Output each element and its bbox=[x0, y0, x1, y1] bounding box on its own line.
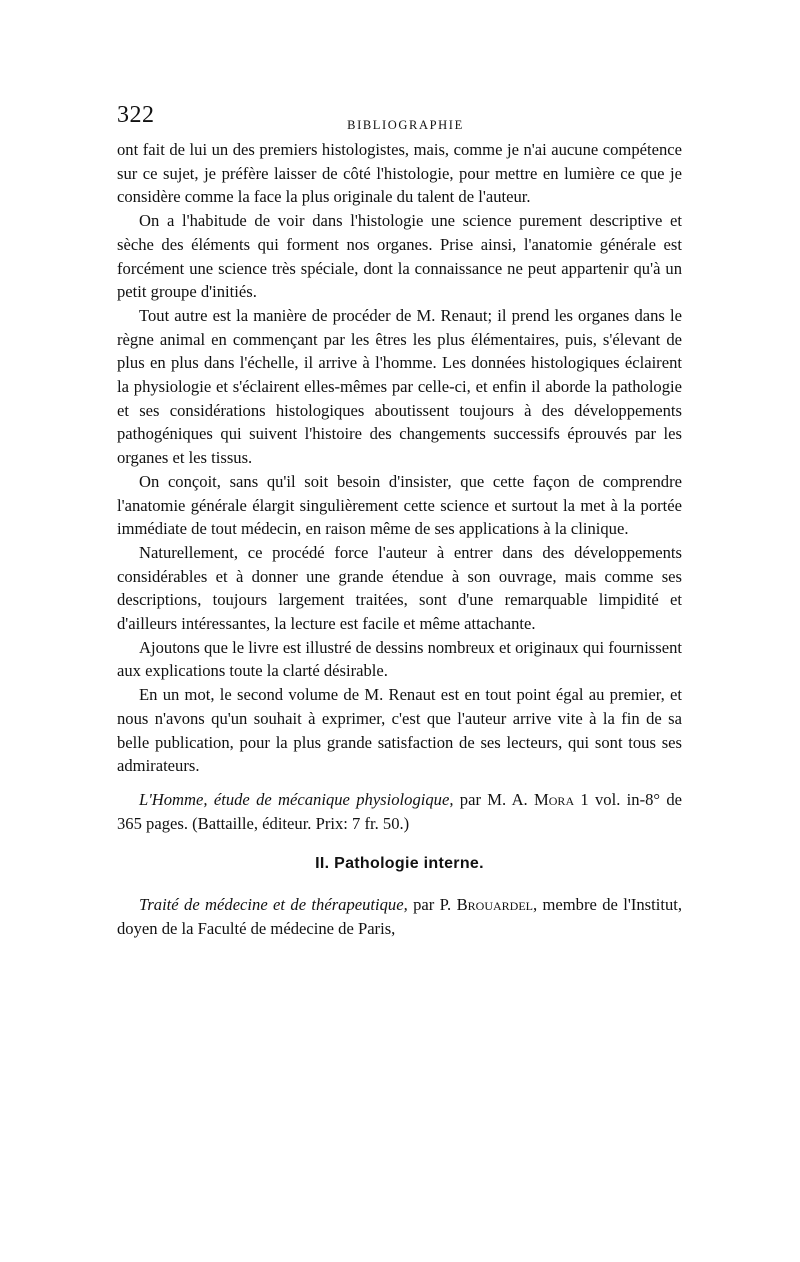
paragraph-2: On a l'habitude de voir dans l'histologie une science purement descriptive et sèche des éléments qui forment nos organes. Prise ainsi, l'anatomie générale est forcément une science très spéciale, dont la connaissance ne peut appartenir qu'à un petit groupe d'initiés. bbox=[117, 211, 682, 302]
paragraph-6: Ajoutons que le livre est illustré de dessins nombreux et originaux qui fournissent aux explications toute la clarté désirable. bbox=[117, 637, 682, 681]
reference-by: par M. A. bbox=[453, 789, 535, 809]
book-page bbox=[117, 102, 682, 941]
paragraph-7: En un mot, le second volume de M. Renaut est en tout point égal au premier, et nous n'avons qu'un souhait à exprimer, c'est que l'auteur arrive vite à la fin de sa belle publication, pour la plus grande satisfaction de ses lecteurs, qui sont tous ses admirateurs. bbox=[117, 685, 682, 776]
paragraph-5: Naturellement, ce procédé force l'auteur à entrer dans des développements considérables et à donner une grande étendue à son ouvrage, mais comme ses descriptions, toujours largement traitées, sont d'une remarquable limpidité et d'ailleurs intéressantes, la lecture est facile et même attachante. bbox=[117, 542, 682, 634]
section-heading: II. Pathologie interne. bbox=[315, 855, 484, 873]
reference-author: Mora bbox=[534, 789, 575, 809]
running-title: BIBLIOGRAPHIE bbox=[347, 118, 464, 132]
paragraph-3: Tout autre est la manière de procéder de M. Renaut; il prend les organes dans le règne animal en commençant par les êtres les plus élémentaires, puis, s'élevant de plus en plus dans l'échelle, il arrive à l'homme. Les données histologiques éclairent la physiologie et s'éclairent elles-mêmes par celle-ci, et enfin il aborde la pathologie et ses considérations histologiques aboutissent toujours à des développements pathogéniques qui suivent l'histoire des changements successifs éprouvés par les organes et les tissus. bbox=[117, 305, 682, 468]
book-reference-traite bbox=[117, 893, 682, 940]
reference-author: Brouardel bbox=[456, 895, 533, 915]
paragraph-1: ont fait de lui un des premiers histologistes, mais, comme je n'ai aucune compétence sur ce sujet, je préfère laisser de côté l'histologie, pour mettre en lumière ce que je considère comme la face la plus originale du talent de l'auteur. bbox=[117, 140, 682, 207]
reference-details: , membre de l'Institut, doyen de la Faculté de médecine de Paris, bbox=[117, 895, 683, 939]
reference-title: Traité de médecine et de thérapeutique, bbox=[139, 895, 408, 915]
page-number: 322 bbox=[117, 102, 155, 128]
reference-by: par P. bbox=[407, 895, 457, 915]
paragraph-4: On conçoit, sans qu'il soit besoin d'insister, que cette façon de comprendre l'anatomie générale élargit singulièrement cette science et surtout la met à la portée immédiate de tout médecin, en raison même de ses applications à la clinique. bbox=[117, 471, 682, 539]
reference-title: L'Homme, étude de mécanique physiologique, bbox=[139, 789, 454, 809]
book-reference-lhomme bbox=[117, 788, 682, 835]
page-header bbox=[117, 102, 682, 138]
reference-details: 1 vol. in-8° de 365 pages. (Battaille, éditeur. Prix: 7 fr. 50.) bbox=[117, 789, 683, 833]
